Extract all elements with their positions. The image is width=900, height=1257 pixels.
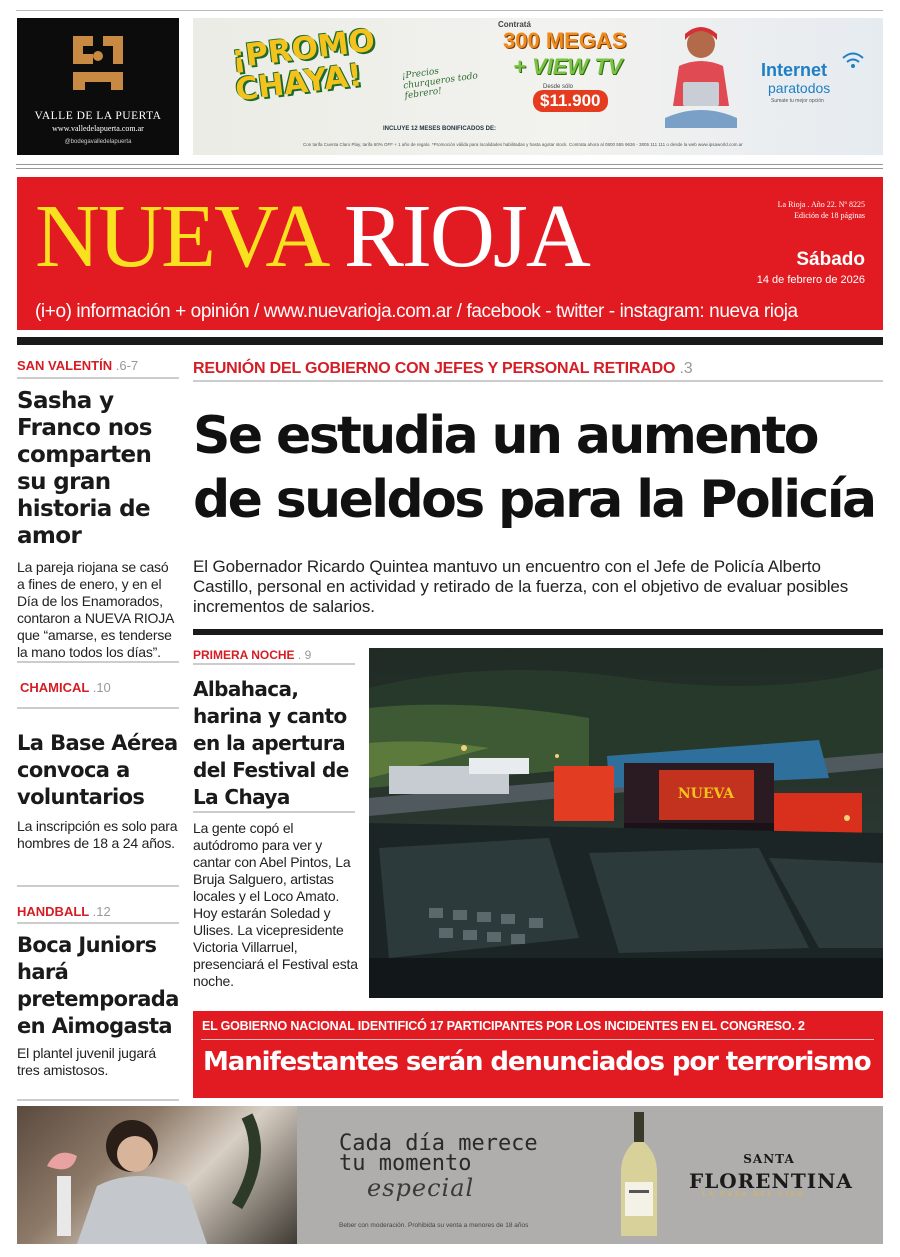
second-story-text bbox=[193, 820, 359, 990]
story-san-valentin-text[interactable] bbox=[17, 388, 179, 661]
promo-megas: 300 MEGAS bbox=[503, 28, 627, 53]
story-kicker: HANDBALL .12 bbox=[17, 904, 111, 919]
edition-pages: Edición de 18 páginas bbox=[794, 211, 865, 220]
ad-slogan-line2: tu momento bbox=[339, 1151, 472, 1176]
story-chamical-text[interactable] bbox=[17, 730, 179, 852]
winery-logo-icon bbox=[67, 28, 129, 98]
title-rioja: RIOJA bbox=[343, 187, 589, 286]
masthead-bottom-bar bbox=[17, 337, 883, 345]
promo-chaya-title: ¡PROMO CHAYA! bbox=[229, 22, 377, 109]
masthead bbox=[17, 177, 883, 330]
divider bbox=[193, 663, 355, 665]
winery-name: VALLE DE LA PUERTA bbox=[34, 110, 162, 122]
section-rule bbox=[193, 629, 883, 635]
story-body: La pareja riojana se casó a fines de enero, y en el Día de los Enamorados, contaron a NUEVA RIOJA que “amarse, es tenderse la mano todos los días”. bbox=[17, 559, 174, 660]
promo-paratodos: paratodos bbox=[768, 80, 831, 96]
story-chamical[interactable] bbox=[20, 680, 182, 695]
divider bbox=[201, 1039, 874, 1040]
second-body: La gente copó el autódromo para ver y cantar con Abel Pintos, La Bruja Salguero, artistas locales y el Loco Amato. Hoy estarán Soledad y Ulises. La vicepresidente Victoria Villarruel, presenciará el Festival esta noche. bbox=[193, 820, 358, 989]
story-kicker: SAN VALENTÍN .6-7 bbox=[17, 358, 139, 373]
winery-web: www.valledelapuerta.com.ar bbox=[52, 124, 144, 133]
brand-santa: SANTA bbox=[743, 1152, 795, 1166]
woman-with-wine-image bbox=[17, 1106, 297, 1244]
ad-legal: Beber con moderación. Prohibida su venta a menores de 18 años bbox=[339, 1222, 529, 1229]
divider bbox=[16, 168, 883, 169]
edition-info bbox=[778, 199, 865, 221]
promo-internet: Internet bbox=[761, 60, 828, 80]
festival-photo[interactable] bbox=[369, 648, 883, 998]
lead-kicker[interactable]: REUNIÓN DEL GOBIERNO CON JEFES Y PERSONAL RETIRADO .3 bbox=[193, 360, 693, 377]
edition-day: Sábado bbox=[796, 249, 865, 270]
banner-story[interactable] bbox=[193, 1011, 883, 1098]
edition-year: La Rioja . Año 22. Nº 8225 bbox=[777, 200, 865, 209]
divider bbox=[193, 811, 355, 813]
person-laptop-icon bbox=[655, 22, 747, 134]
promo-viewtv: + VIEW TV bbox=[513, 54, 623, 79]
divider bbox=[17, 922, 179, 924]
newspaper-title[interactable] bbox=[35, 187, 589, 287]
brand-florentina: FLORENTINA bbox=[689, 1169, 853, 1193]
lead-body: El Gobernador Ricardo Quintea mantuvo un encuentro con el Jefe de Policía Alberto Castillo, personal en actividad y retirado de la fuerza, con el objetivo de evaluar posibles incrementos de salarios. bbox=[193, 557, 849, 616]
promo-desde: Desde sólo bbox=[543, 84, 574, 90]
brand-casa: LA CASA DEL VINO bbox=[703, 1192, 806, 1198]
banner-headline: Manifestantes serán denunciados por terrorismo bbox=[203, 1047, 871, 1077]
story-body: La inscripción es solo para hombres de 18 a 24 años. bbox=[17, 818, 178, 851]
second-kicker[interactable]: PRIMERA NOCHE . 9 bbox=[193, 648, 312, 662]
divider bbox=[17, 377, 179, 379]
divider bbox=[193, 380, 883, 382]
ad-promo-chaya[interactable] bbox=[193, 18, 883, 155]
title-nueva: NUEVA bbox=[35, 187, 324, 286]
second-story[interactable] bbox=[193, 676, 359, 811]
story-headline: La Base Aérea convoca a voluntarios bbox=[17, 731, 178, 809]
second-headline: Albahaca, harina y canto en la apertura del Festival de La Chaya bbox=[193, 677, 349, 809]
story-handball[interactable] bbox=[17, 904, 179, 919]
promo-slogan: ¡Precios churqueros todo febrero! bbox=[401, 66, 479, 102]
divider bbox=[16, 164, 883, 165]
promo-contrata: Contratá bbox=[498, 20, 531, 29]
wifi-icon bbox=[841, 52, 865, 68]
promo-fine-print: Con tarifa Cuenta Claro Play, tarifa 60% OFF + 1 año de regalo. *Promoción válida para localidades habilitadas y hasta agotar stock. Contrata ahora al 0800 555 9636 - 3805 111 111 o desde la web www.ipsaworld.com.ar bbox=[303, 142, 743, 147]
story-headline: Boca Juniors hará pretemporada en Aimogasta bbox=[17, 933, 179, 1038]
story-body: El plantel juvenil jugará tres amistosos. bbox=[17, 1045, 156, 1078]
divider bbox=[17, 707, 179, 709]
divider bbox=[17, 885, 179, 887]
masthead-tagline: (i+o) información + opinión / www.nuevarioja.com.ar / facebook - twitter - instagram: nueva rioja bbox=[35, 301, 798, 322]
stage-screen-text: NUEVA bbox=[677, 786, 735, 802]
story-san-valentin[interactable] bbox=[17, 358, 179, 373]
winery-social: @bodegavalledelapuerta bbox=[64, 139, 132, 145]
ad-brand bbox=[689, 1148, 853, 1193]
wine-bottle-icon bbox=[617, 1112, 661, 1240]
ad-valle-de-la-puerta[interactable] bbox=[17, 18, 179, 155]
banner-kicker: EL GOBIERNO NACIONAL IDENTIFICÓ 17 PARTICIPANTES POR LOS INCIDENTES EN EL CONGRESO. 2 bbox=[202, 1019, 805, 1033]
top-rule bbox=[16, 10, 883, 11]
ad-woman-photo bbox=[17, 1106, 297, 1244]
story-headline: Sasha y Franco nos comparten su gran historia de amor bbox=[17, 388, 152, 549]
edition-date: 14 de febrero de 2026 bbox=[756, 274, 865, 286]
festival-aerial-image bbox=[369, 648, 883, 998]
ad-especial: especial bbox=[367, 1174, 475, 1202]
promo-sumate: Sumate tu mejor opción bbox=[771, 98, 824, 104]
ad-slogan-line1: Cada día merece bbox=[339, 1131, 538, 1156]
ad-slogan bbox=[339, 1131, 538, 1176]
divider bbox=[17, 661, 179, 663]
promo-incluye: INCLUYE 12 MESES BONIFICADOS DE: bbox=[383, 126, 497, 132]
story-handball-text[interactable] bbox=[17, 932, 179, 1079]
divider bbox=[17, 1099, 179, 1101]
promo-price: $11.900 bbox=[533, 90, 608, 112]
ad-santa-florentina[interactable] bbox=[17, 1106, 883, 1244]
story-kicker: CHAMICAL .10 bbox=[20, 680, 111, 695]
lead-headline[interactable]: Se estudia un aumento de sueldos para la Policía bbox=[193, 406, 875, 530]
